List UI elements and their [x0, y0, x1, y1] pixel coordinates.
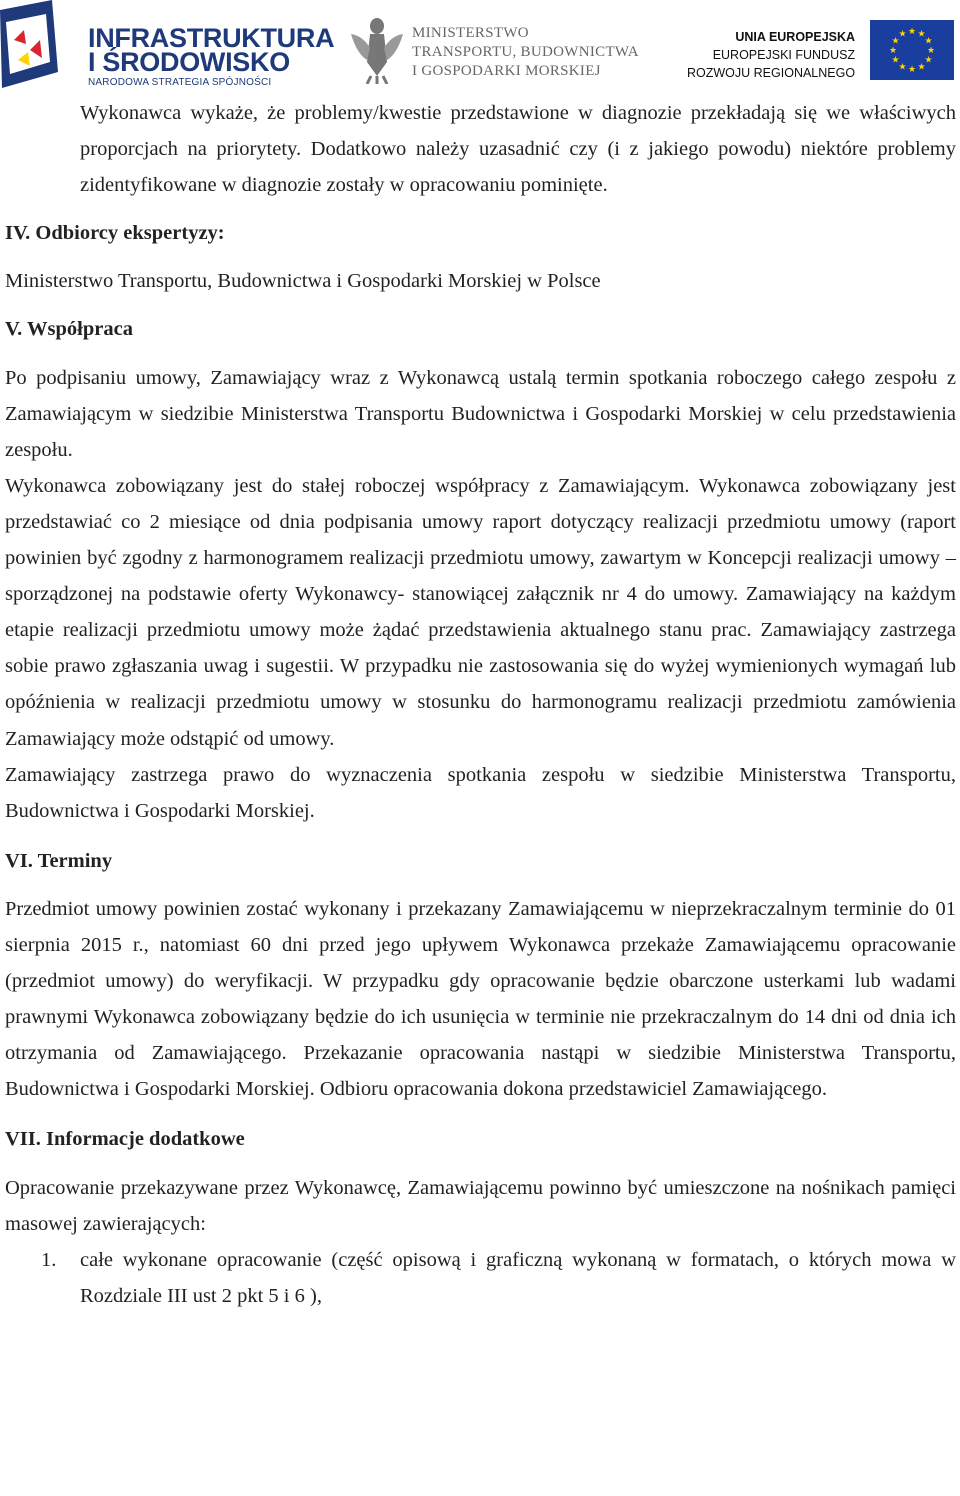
page-header	[0, 0, 960, 92]
section-5-paragraph-3: Zamawiający zastrzega prawo do wyznaczenia spotkania zespołu w siedzibie Ministerstwa Transportu, Budownictwa i Gospodarki Morskiej.	[5, 763, 956, 822]
section-4-heading: IV. Odbiorcy ekspertyzy:	[5, 222, 225, 245]
eu-star-icon: ★	[891, 54, 900, 65]
section-5-heading: V. Współpraca	[5, 318, 133, 341]
section-5-paragraph-1: Po podpisaniu umowy, Zamawiający wraz z Wykonawcą ustalą termin spotkania roboczego całego zespołu z Zamawiającym w siedzibie Ministerstwa Transportu Budownictwa i Gospodarki Morskiej w celu przedstawienia zespołu.	[5, 366, 956, 461]
eu-star-icon: ★	[898, 28, 907, 39]
eu-star-icon: ★	[917, 61, 926, 72]
infrastruktura-emblem-icon	[0, 0, 80, 92]
eu-star-icon: ★	[907, 26, 917, 36]
eu-star-icon: ★	[926, 45, 936, 55]
eu-star-icon: ★	[888, 45, 898, 55]
eu-logo	[683, 0, 960, 92]
infrastruktura-subtitle: NARODOWA STRATEGIA SPÓJNOŚCI	[88, 77, 272, 88]
eu-star-icon: ★	[924, 54, 933, 65]
eagle-emblem-icon	[349, 14, 405, 84]
section-4-text: Ministerstwo Transportu, Budownictwa i Gospodarki Morskiej w Polsce	[5, 270, 601, 293]
infrastruktura-title: INFRASTRUKTURA I ŚRODOWISKO	[88, 23, 335, 77]
eu-star-icon: ★	[907, 64, 917, 74]
eu-star-icon: ★	[917, 28, 926, 39]
ministry-name: MINISTERSTWO TRANSPORTU, BUDOWNICTWA I GOSPODARKI MORSKIEJ	[412, 25, 639, 79]
eu-fund-name: UNIA EUROPEJSKA EUROPEJSKI FUNDUSZ ROZWOJU REGIONALNEGO	[687, 30, 856, 80]
eu-star-icon: ★	[891, 35, 900, 46]
eu-star-icon: ★	[898, 61, 907, 72]
section-5-paragraph-2: Wykonawca zobowiązany jest do stałej roboczej współpracy z Zamawiającym. Wykonawca zobowiązany jest przedstawiać co 2 miesiące od dnia podpisania umowy raport dotyczący realizacji przedmiotu umowy (raport powinien być zgodny z harmonogramem realizacji przedmiotu umowy, zawartym w Koncepcji realizacji umowy – sporządzonej na podstawie oferty Wykonawcy- stanowiącej załącznik nr 4 do umowy. Zamawiający na każdym etapie realizacji przedmiotu umowy może żądać przedstawienia aktualnego stanu prac. Zamawiający zastrzega sobie prawo zgłaszania uwag i sugestii. W przypadku nie zastosowania się do wyżej wymienionych wymagań lub opóźnienia w realizacji przedmiotu umowy w stosunku do harmonogramu realizacji przedmiotu zamówienia Zamawiający może odstąpić od umowy.	[5, 474, 956, 750]
intro-paragraph: Wykonawca wykaże, że problemy/kwestie przedstawione w diagnozie przekładają się we właściwych proporcjach na priorytety. Dodatkowo należy uzasadnić czy (i z jakiego powodu) niektóre problemy zidentyfikowane w diagnozie zostały w opracowaniu pominięte.	[80, 102, 956, 197]
list-item	[5, 1242, 956, 1314]
section-7-paragraph: Opracowanie przekazywane przez Wykonawcę, Zamawiającemu powinno być umieszczone na nośnikach pamięci masowej zawierających:	[5, 1176, 956, 1235]
document-body	[5, 95, 956, 1314]
list-item-text: całe wykonane opracowanie (część opisową i graficzną wykonaną w formatach, o których mowa w Rozdziale III ust 2 pkt 5 i 6 ),	[80, 1248, 956, 1307]
eu-star-icon: ★	[924, 35, 933, 46]
section-7-heading: VII. Informacje dodatkowe	[5, 1128, 245, 1151]
section-6-heading: VI. Terminy	[5, 849, 113, 872]
ministry-logo	[345, 0, 645, 92]
infrastruktura-logo	[0, 0, 335, 92]
eu-flag-icon	[870, 20, 954, 80]
section-6-paragraph: Przedmiot umowy powinien zostać wykonany i przekazany Zamawiającemu w nieprzekraczalnym terminie do 01 sierpnia 2015 r., natomiast 60 dni przed jego upływem Wykonawca przekaże Zamawiającemu opracowanie (przedmiot umowy) do weryfikacji. W przypadku gdy opracowanie będzie obarczone usterkami lub wadami prawnymi Wykonawca zobowiązany będzie do ich usunięcia w terminie nie przekraczalnym do 14 dni od dnia ich otrzymania od Zamawiającego. Przekazanie opracowania nastąpi w siedzibie Ministerstwa Transportu, Budownictwa i Gospodarki Morskiej. Odbioru opracowania dokona przedstawiciel Zamawiającego.	[5, 897, 956, 1101]
list-item-number: 1.	[41, 1248, 57, 1271]
